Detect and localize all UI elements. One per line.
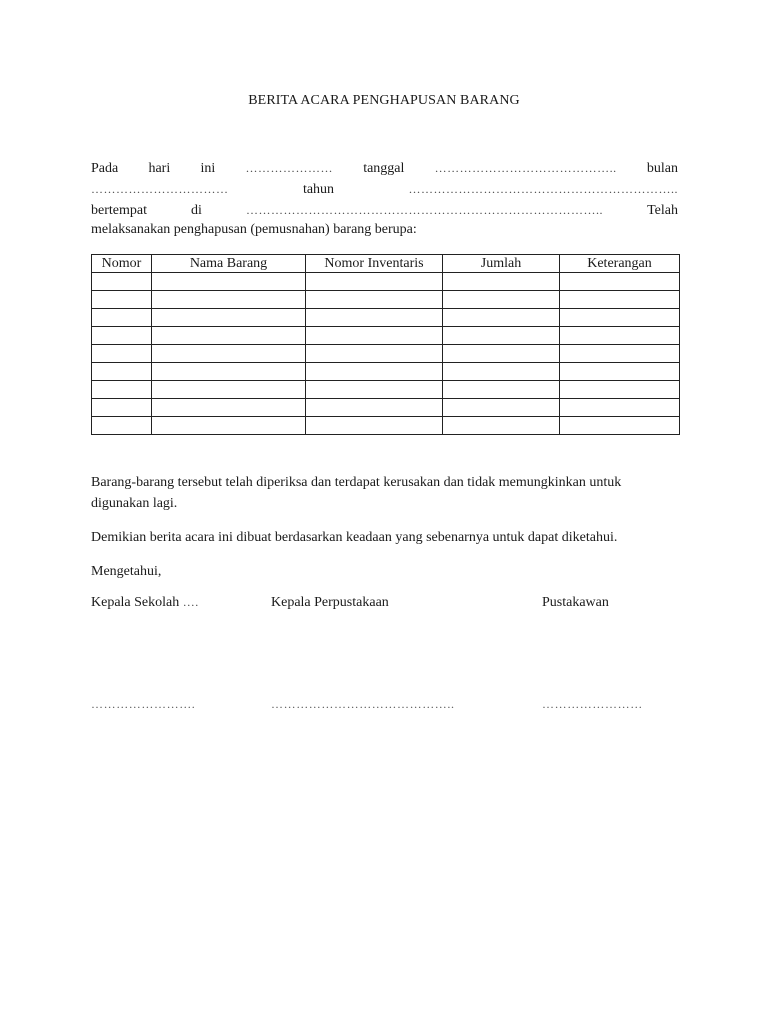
- table-cell: [560, 327, 680, 345]
- table-cell: [443, 363, 560, 381]
- table-cell: [92, 417, 152, 435]
- intro-word: tanggal: [363, 161, 405, 176]
- table-cell: [306, 399, 443, 417]
- table-cell: [152, 399, 306, 417]
- table-cell: [152, 381, 306, 399]
- table-row: [92, 381, 680, 399]
- table-cell: [443, 273, 560, 291]
- signature-line-kepala-sekolah: …………………….: [91, 697, 196, 711]
- signature-line-pustakawan: ……………………: [542, 697, 643, 711]
- intro-word: bertempat: [91, 203, 147, 218]
- table-cell: [92, 381, 152, 399]
- blank-date: ……………………………………..: [434, 161, 617, 175]
- table-cell: [306, 273, 443, 291]
- table-cell: [560, 273, 680, 291]
- table-cell: [152, 273, 306, 291]
- table-cell: [443, 291, 560, 309]
- table-cell: [560, 381, 680, 399]
- table-row: [92, 273, 680, 291]
- column-header-keterangan: Keterangan: [560, 255, 680, 273]
- table-cell: [152, 291, 306, 309]
- signature-label-kepala-sekolah: [91, 595, 199, 611]
- table-cell: [152, 345, 306, 363]
- table-row: [92, 327, 680, 345]
- table-cell: [560, 399, 680, 417]
- signature-line-kepala-perpustakaan: ……………………………………..: [271, 697, 455, 711]
- table-header-row: [92, 255, 680, 273]
- table-row: [92, 309, 680, 327]
- acknowledge-label: Mengetahui,: [91, 564, 162, 579]
- intro-word: di: [191, 203, 202, 218]
- intro-line-2: [91, 179, 678, 199]
- table-cell: [92, 291, 152, 309]
- paragraph-closing: Demikian berita acara ini dibuat berdasarkan keadaan yang sebenarnya untuk dapat diketahui.: [91, 530, 618, 545]
- signature-label-pustakawan: Pustakawan: [542, 595, 609, 610]
- blank-place: …………………………………………………………………………..: [246, 203, 603, 217]
- table-cell: [152, 309, 306, 327]
- table-cell: [560, 345, 680, 363]
- table-cell: [152, 363, 306, 381]
- table-cell: [560, 417, 680, 435]
- table-cell: [92, 309, 152, 327]
- table-row: [92, 399, 680, 417]
- blank-month: ……………………………: [91, 182, 229, 196]
- table-cell: [306, 345, 443, 363]
- column-header-nomor-inventaris: Nomor Inventaris: [306, 255, 443, 273]
- table-cell: [443, 399, 560, 417]
- column-header-nama-barang: Nama Barang: [152, 255, 306, 273]
- table-cell: [152, 327, 306, 345]
- table-row: [92, 417, 680, 435]
- intro-line-3: [91, 200, 678, 220]
- kepala-sekolah-dots: ….: [182, 595, 199, 609]
- items-table: [91, 254, 680, 435]
- table-cell: [92, 327, 152, 345]
- table-cell: [443, 327, 560, 345]
- table-cell: [306, 309, 443, 327]
- table-row: [92, 291, 680, 309]
- table-cell: [560, 291, 680, 309]
- table-cell: [443, 381, 560, 399]
- table-cell: [560, 363, 680, 381]
- table-cell: [443, 417, 560, 435]
- paragraph-condition: Barang-barang tersebut telah diperiksa dan terdapat kerusakan dan tidak memungkinkan untuk digunakan lagi.: [91, 475, 622, 511]
- column-header-nomor: Nomor: [92, 255, 152, 273]
- table-cell: [306, 327, 443, 345]
- table-cell: [306, 381, 443, 399]
- intro-word: tahun: [302, 182, 335, 197]
- table-cell: [443, 309, 560, 327]
- column-header-jumlah: Jumlah: [443, 255, 560, 273]
- blank-year: ………………………………………………………..: [408, 182, 678, 196]
- intro-word: hari: [148, 161, 171, 176]
- intro-word: Telah: [647, 203, 678, 218]
- intro-word: bulan: [646, 161, 678, 176]
- intro-line-4: melaksanakan penghapusan (pemusnahan) barang berupa:: [91, 222, 417, 237]
- intro-line-1: [91, 158, 678, 178]
- blank-day: …………………: [245, 161, 333, 175]
- document-title: BERITA ACARA PENGHAPUSAN BARANG: [248, 93, 520, 108]
- table-cell: [92, 363, 152, 381]
- table-cell: [306, 291, 443, 309]
- table-cell: [443, 345, 560, 363]
- table-row: [92, 363, 680, 381]
- table-cell: [306, 363, 443, 381]
- table-cell: [92, 273, 152, 291]
- table-cell: [560, 309, 680, 327]
- table-row: [92, 345, 680, 363]
- table-cell: [92, 345, 152, 363]
- table-cell: [152, 417, 306, 435]
- intro-word: ini: [200, 161, 216, 176]
- signature-label-kepala-perpustakaan: Kepala Perpustakaan: [271, 595, 389, 610]
- intro-word: Pada: [91, 161, 119, 176]
- table-cell: [92, 399, 152, 417]
- table-cell: [306, 417, 443, 435]
- kepala-sekolah-text: Kepala Sekolah: [91, 595, 180, 610]
